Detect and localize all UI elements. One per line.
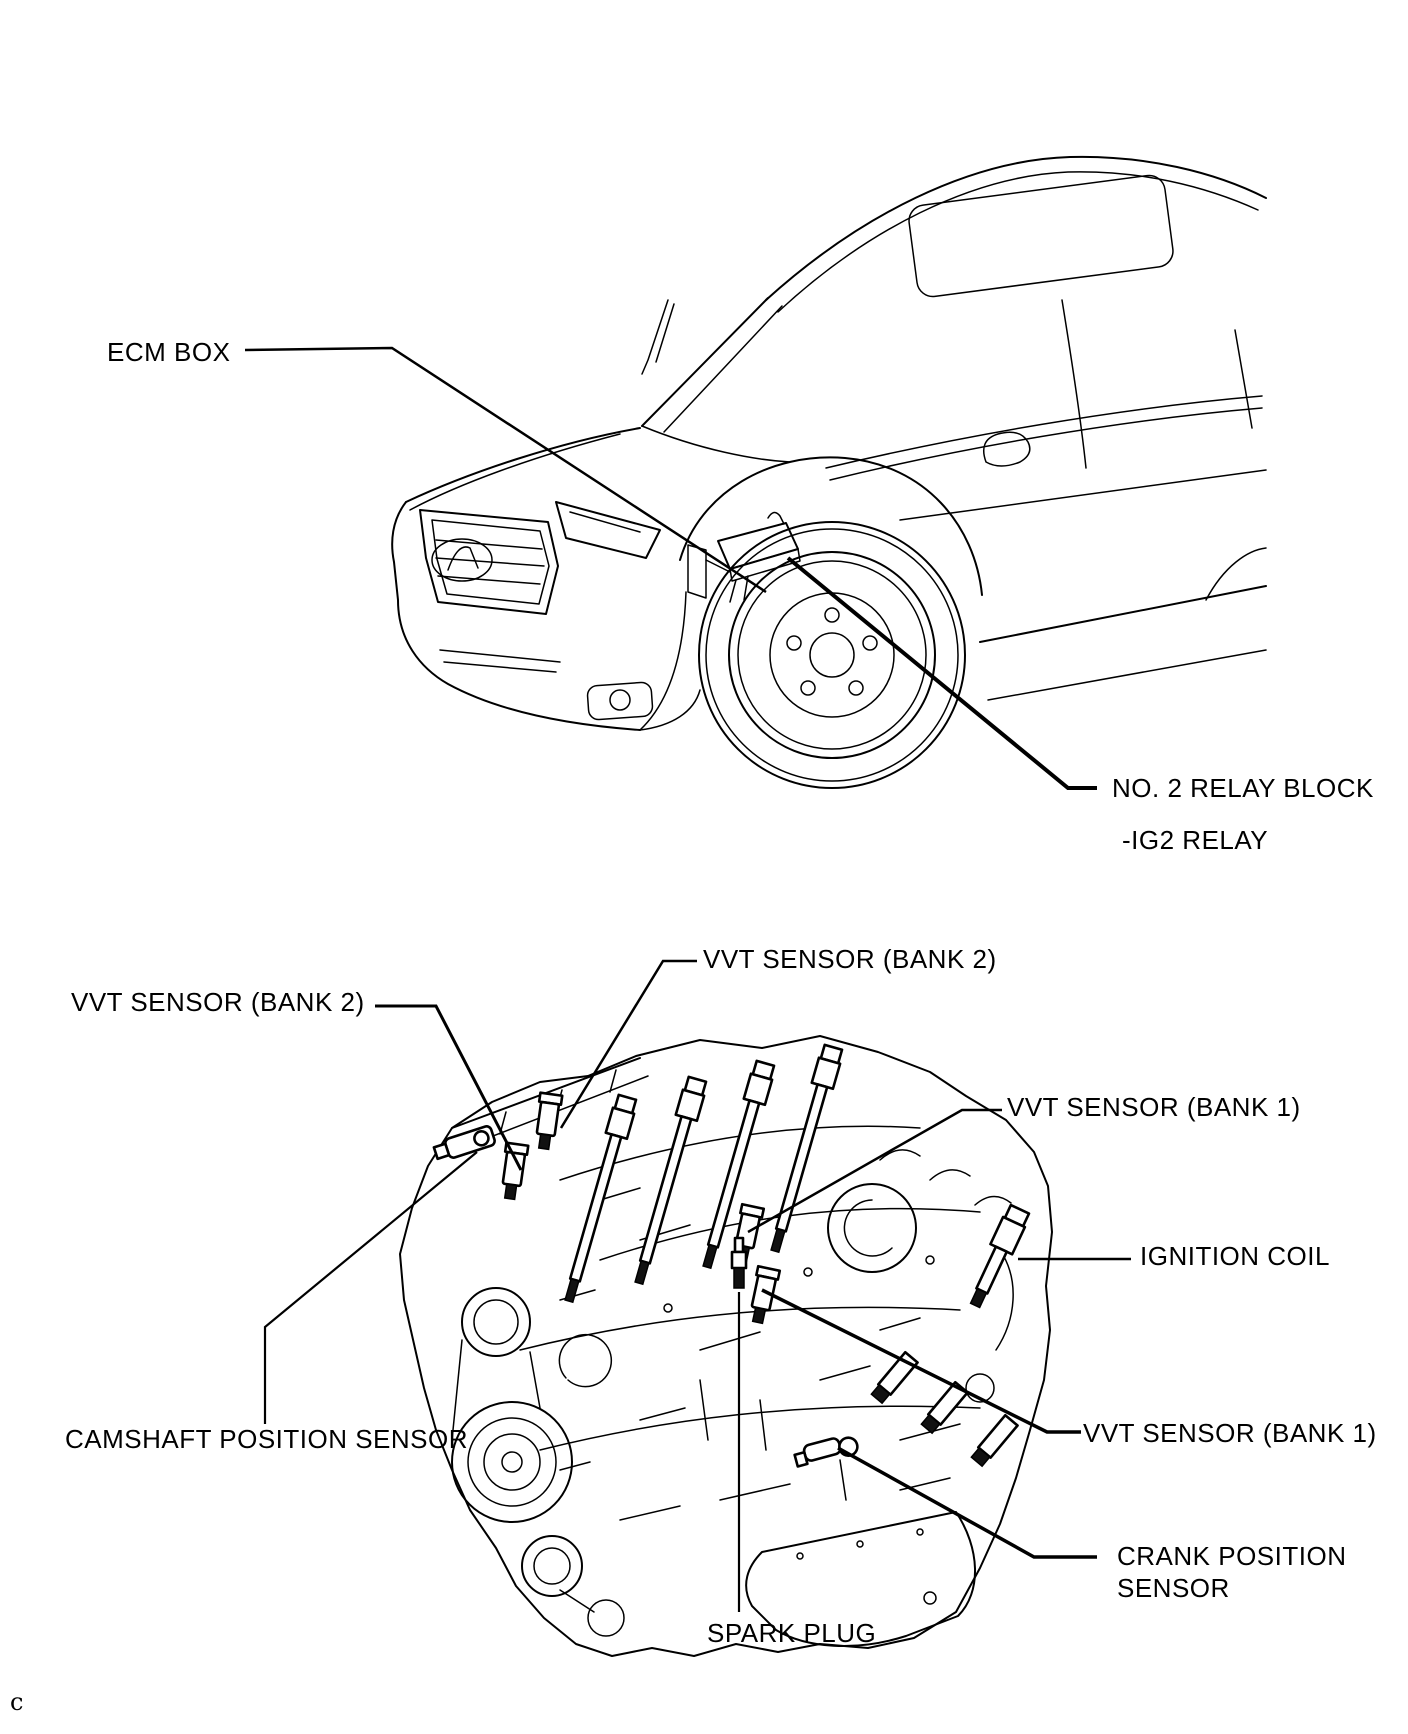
- label-ignition-coil: IGNITION COIL: [1140, 1241, 1330, 1271]
- label-ig2-relay: -IG2 RELAY: [1122, 825, 1269, 855]
- wiper: [642, 300, 674, 374]
- label-spark-plug: SPARK PLUG: [707, 1618, 877, 1648]
- spark-plug-part: [732, 1238, 746, 1288]
- oil-filler-cap: [828, 1184, 916, 1272]
- label-relay-block: NO. 2 RELAY BLOCK: [1112, 773, 1374, 803]
- label-crank-sensor-1: CRANK POSITION: [1117, 1541, 1347, 1571]
- camshaft-position-sensor-part: [433, 1125, 496, 1163]
- door-mirror: [984, 432, 1030, 466]
- page-marker: c: [10, 1688, 24, 1716]
- car-illustration: [392, 157, 1266, 788]
- crank-position-sensor-part: [793, 1433, 859, 1470]
- label-ecm-box: ECM BOX: [107, 337, 231, 367]
- vvt-sensor-bank2-upper-part: [533, 1093, 562, 1151]
- headlight: [556, 502, 660, 558]
- engine-illustration: [400, 1036, 1052, 1656]
- ignition-coils-bank1: [871, 1352, 1018, 1467]
- vvt-bank1-lower-leader: [762, 1290, 1081, 1432]
- label-vvt-bank1-top: VVT SENSOR (BANK 1): [1007, 1092, 1301, 1122]
- front-pulleys: [452, 1288, 624, 1636]
- label-crank-sensor-2: SENSOR: [1117, 1573, 1230, 1603]
- label-vvt-bank2-top: VVT SENSOR (BANK 2): [703, 944, 997, 974]
- label-camshaft-sensor: CAMSHAFT POSITION SENSOR: [65, 1424, 469, 1454]
- fog-lamp: [587, 682, 653, 720]
- vvt-sensor-bank2-lower-part: [499, 1143, 528, 1201]
- ignition-coil-part: [964, 1204, 1031, 1310]
- front-wheel: [699, 522, 965, 788]
- label-vvt-bank2-left: VVT SENSOR (BANK 2): [71, 987, 365, 1017]
- ecm-box-drawing: [688, 512, 800, 602]
- label-vvt-bank1-lower: VVT SENSOR (BANK 1): [1083, 1418, 1377, 1448]
- ignition-coils-bank2: [558, 1044, 844, 1304]
- sunroof: [907, 174, 1175, 299]
- front-grille: [420, 510, 558, 614]
- camshaft-sensor-leader: [265, 1152, 477, 1424]
- crank-sensor-leader: [838, 1448, 1097, 1557]
